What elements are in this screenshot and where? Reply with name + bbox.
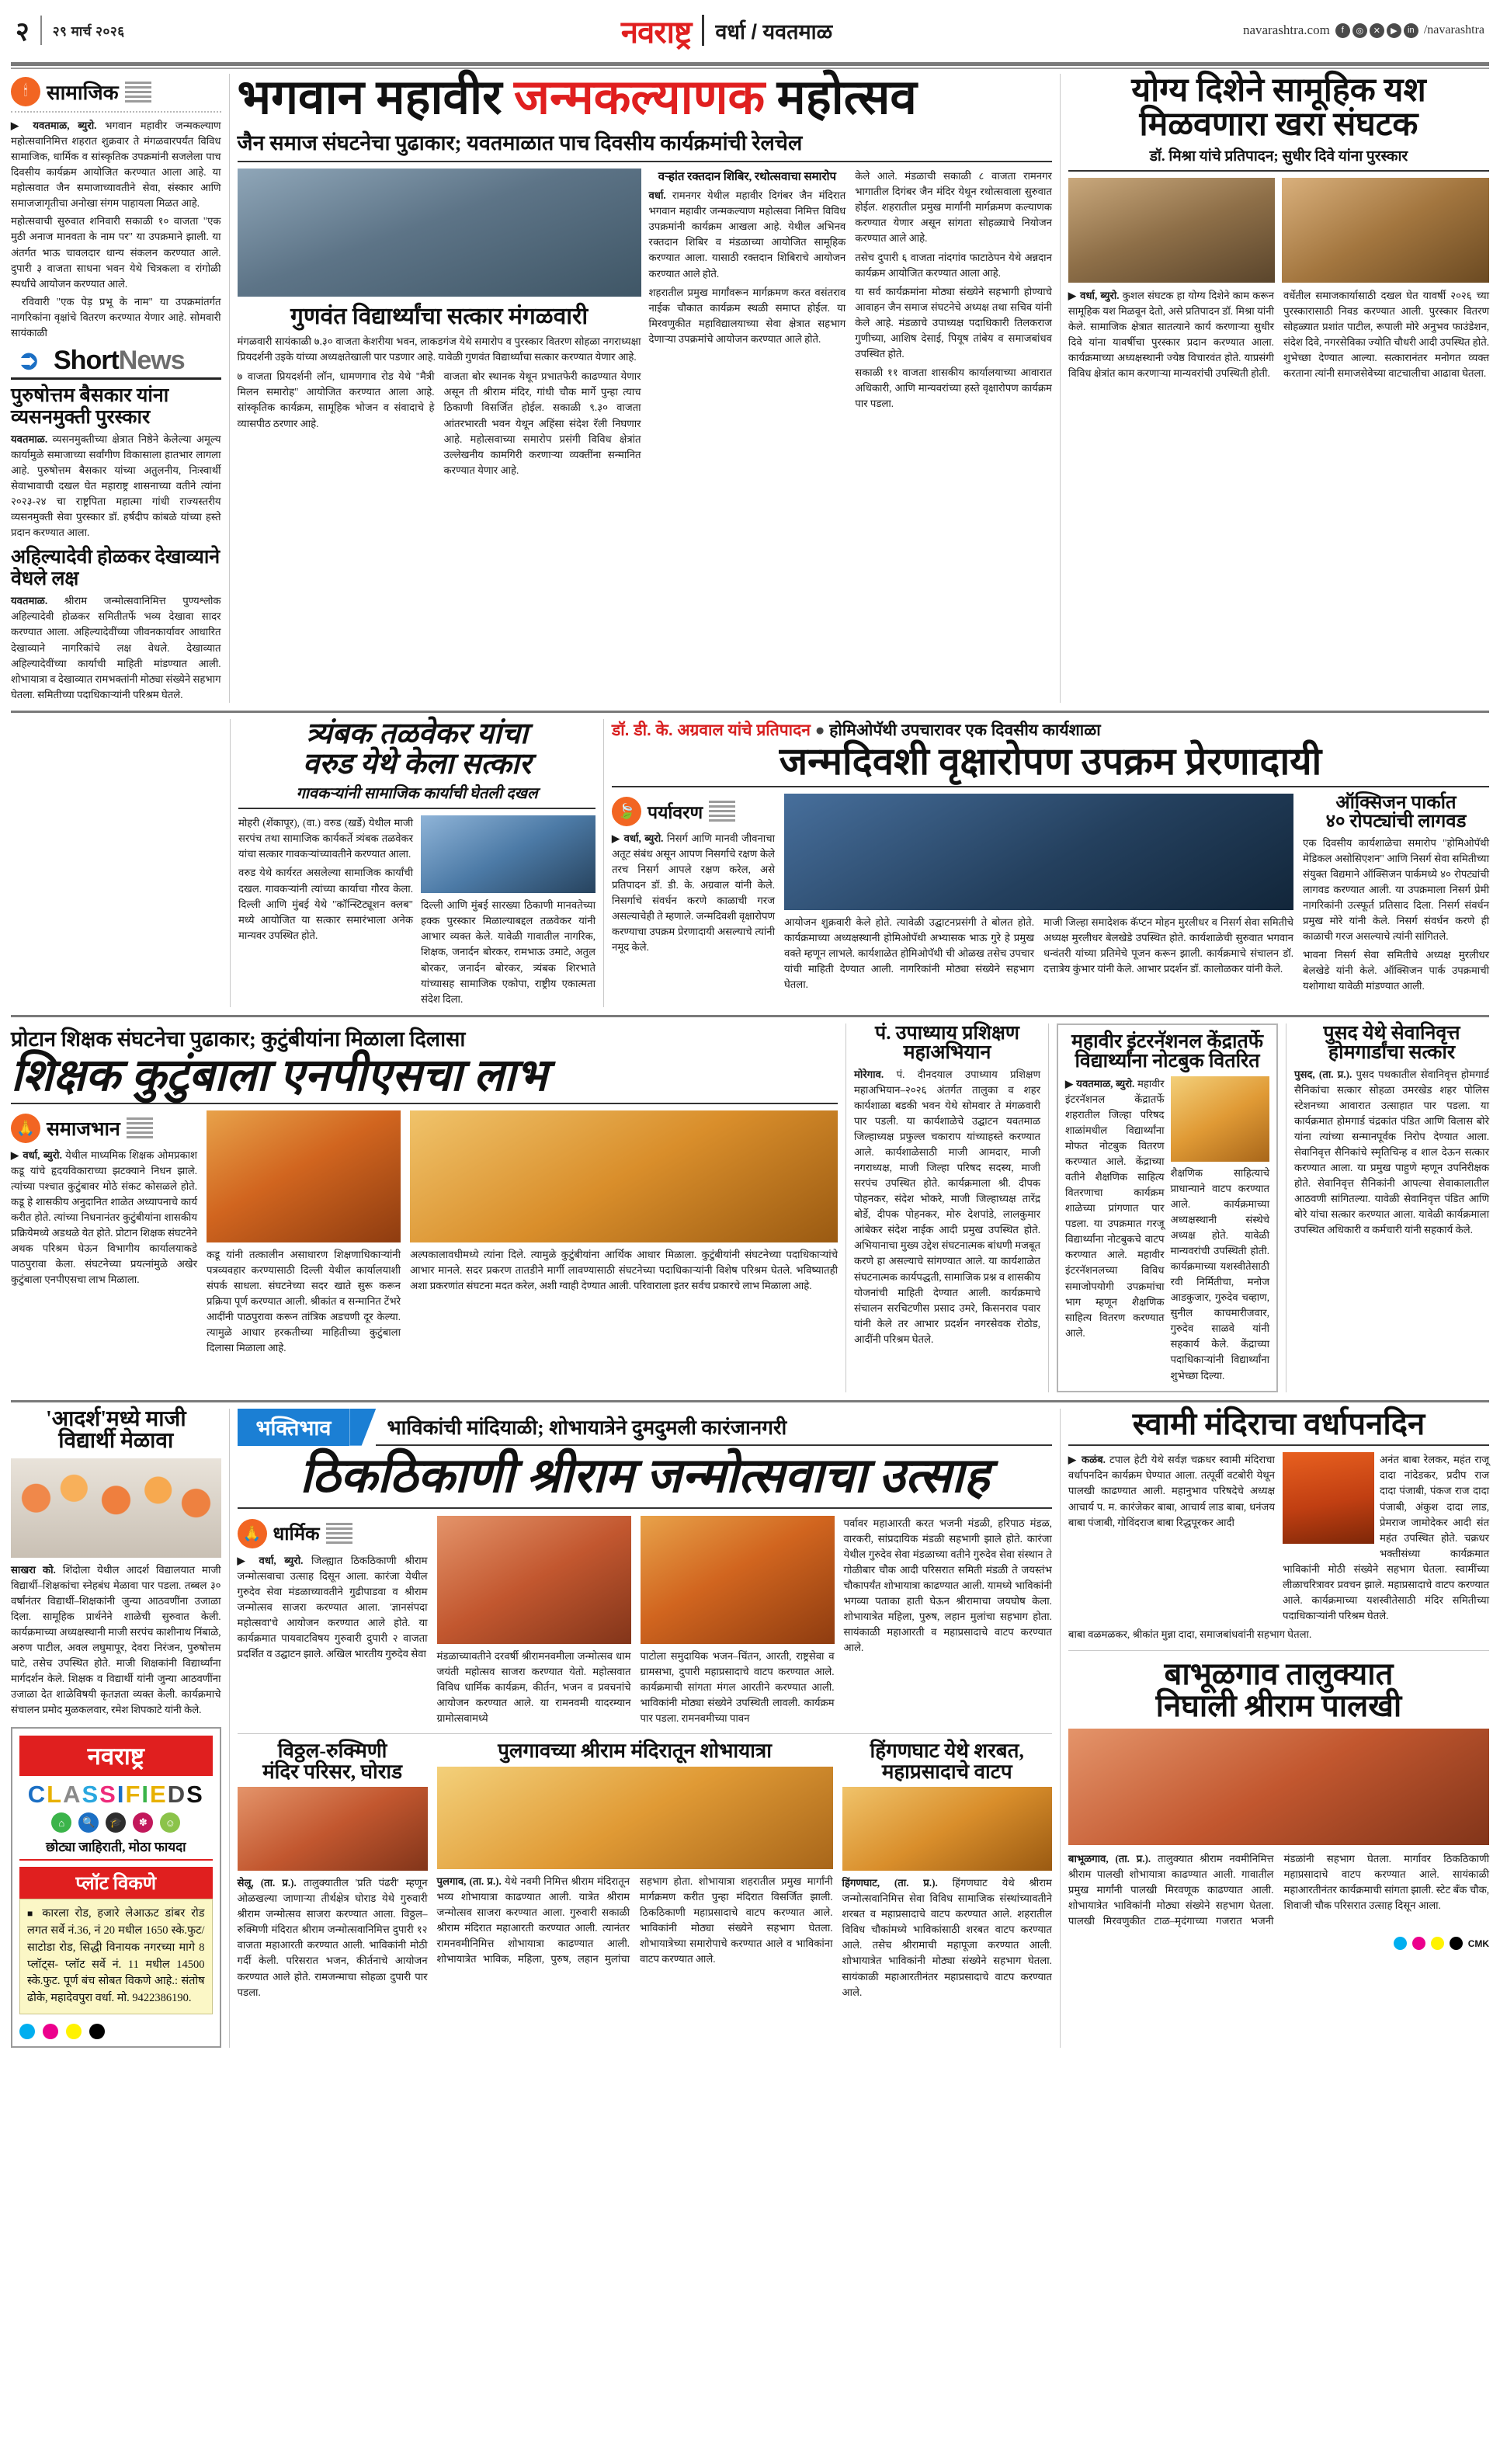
nps-block [11,1023,838,1392]
nps-underline [11,1103,838,1104]
classified-ad [19,1899,213,2014]
swami-underline [1068,1444,1489,1446]
second-section [11,719,1489,1007]
column-separator [1048,1023,1049,1392]
dateline: वर्धा, ब्युरो. [1080,289,1120,301]
homeguard-headline-1: पुसद येथे सेवानिवृत्त [1323,1022,1460,1044]
leaf-icon: 🍃 [612,797,641,826]
home-icon: ⌂ [51,1812,71,1833]
pulgaon-body [437,1874,833,1967]
right-headline-underline [1068,170,1489,172]
cyan-dot [19,2024,35,2039]
social-icons [1335,23,1418,38]
right-lead-body [1068,288,1489,381]
section-tag-social [11,77,221,106]
talwekar-dateline-text: मोहरी (शेंकापूर), (वा.) वरुड (खर्डे) येथील माजी सरपंच तथा सामाजिक कार्यकर्ते त्र्यंबक तळवेकर यांचा सत्कार गावकऱ्यांच्यावतीने करण्यात आला. [238,817,413,860]
short-news-headline: अहिल्यादेवी होळकर देखाव्याने वेधले लक्ष [11,547,220,590]
nps-kicker: प्रोटान शिक्षक संघटनेचा पुढाकार; कुटुंबीयांना मिळाला दिलासा [11,1027,466,1051]
section-tag-samajbhan [11,1114,197,1143]
swami-body-3: बाबा वळमळकर, श्रीकांत मुन्ना दादा, समाजबांधवांनी सहभाग घेतला. [1068,1628,1312,1641]
lead-body-1 [11,118,221,211]
alumni-headline-2: विद्यार्थी मेळावा [58,1429,174,1454]
bd-body-5: या सर्व कार्यक्रमांना मोठ्या संख्येने सहभागी होण्याचे आवाहन जैन समाज संघटनेचे अध्यक्ष तथा सचिव यांनी केले आहे. मंडळाचे उपाध्यक्ष पदाधिकारी तिलकराज गुणीच्या, आशिष देसाई, पियूष तांबेय व समाजबांधव उपस्थित होते. [855,285,1052,360]
column-separator [229,74,230,703]
short-news-headline: पुरुषोत्तम बैसकार यांना व्यसनमुक्ती पुरस्कार [11,384,169,428]
swami-headline: स्वामी मंदिराचा वर्धापनदिन [1132,1406,1425,1441]
dateline: वर्धा, ब्युरो. [623,832,664,844]
publication-date: २९ मार्च २०२६ [52,23,125,39]
kicker-red: डॉ. डी. के. अग्रवाल यांचे प्रतिपादन [612,721,811,739]
env-intro [612,831,775,956]
nps-col-1 [11,1110,197,1356]
bullet-marker: ▶ [612,832,624,844]
vitthal-block [238,1741,428,2000]
mahavir-photo [1171,1076,1270,1162]
logo-separator [702,15,704,46]
hinganghat-photo [842,1787,1052,1871]
ram-hsep [238,1733,1052,1734]
magenta-dot [1412,1937,1425,1950]
swami-row [1068,1452,1489,1624]
honour-two-cols [238,369,641,478]
page-number: २ [16,18,30,47]
upadhyay-headline-2: महाअभियान [903,1042,991,1064]
flower-icon: ✽ [133,1812,153,1833]
edition-name: वर्धा / यवतमाळ [715,19,833,43]
swami-body-1 [1068,1452,1275,1624]
hinganghat-headline-2: महाप्रसादाचे वाटप [881,1760,1012,1783]
mahavir-headline-2: विद्यार्थ्यांना नोटबुक वितरित [1075,1051,1260,1072]
column-separator [230,719,231,1007]
oxygen-headline-2: ४० रोपट्यांची लागवड [1325,811,1467,832]
yellow-dot [66,2024,82,2039]
vitthal-headline-2: मंदिर परिसर, घोराड [262,1760,403,1783]
cyan-dot [1394,1937,1407,1950]
short-news-title [54,346,185,376]
website-url[interactable]: navarashtra.com [1242,23,1330,37]
column-separator [603,719,604,1007]
dateline: मोरेगाव. [854,1068,884,1080]
bd-body-6: सकाळी ११ वाजता शासकीय कार्यालयाच्या आवारात अधिकारी, आणि मान्यवरांच्या हस्ते वृक्षारोपण कार्यक्रम पार पडला. [855,366,1052,410]
classifieds-box [11,1727,221,2048]
right-hsep [1068,1650,1489,1651]
bhaktibhav-ribbon [238,1409,1052,1446]
section-divider-2 [11,1015,1489,1017]
ram-col-2 [437,1516,631,1726]
honour-headline: गुणवंत विद्यार्थ्यांचा सत्कार मंगळवारी [290,304,589,330]
classifieds-logo: नवराष्ट्र [19,1736,213,1776]
talwekar-col-a [238,815,413,1006]
person-icon: ☺ [160,1812,180,1833]
section-label: सामाजिक [47,82,119,104]
ram-col-3 [641,1516,835,1726]
short-news-header [11,346,221,376]
body-text: व्यसनमुक्तीच्या क्षेत्रात निष्ठेने केलेल्या अमूल्य कार्यामुळे समाजाच्या सर्वांगीण विकासाला हातभार लागला आहे. पुरुषोत्तम बैसकार यांच्या अतुलनीय, निःस्वार्थी सेवाभावाची दखल घेत महाराष्ट्र शासनाच्या वतीने त्यांना २०२३-२४ चा राष्ट्रपिता महात्मा गांधी राज्यस्तरीय व्यसनमुक्ती सेवा पुरस्कार डॉ. हर्षदीप कांबळे यांच्या हस्ते प्रदान करण्यात आला. [11,433,221,539]
masthead-left [16,12,295,48]
cls-letter: I [116,1781,126,1809]
cmyk-color-bar [19,2024,213,2039]
honour-body: मंगळवारी सायंकाळी ७.३० वाजता केशरीया भवन, लाकडगंज येथे समारोप व पुरस्कार वितरण सोहळा नगराध्यक्षा प्रियदर्शनी उइके यांच्या अध्यक्षतेखाली पार पडणार आहे. यावेळी गुणवंत विद्यार्थ्यांचा सत्कार करण्यात येणार आहे. [237,335,641,363]
instagram-icon[interactable]: ◎ [1352,23,1367,38]
cls-letter: S [82,1781,100,1809]
mahavir-col-b [1171,1076,1270,1384]
talwekar-row [238,815,595,1006]
column-separator [229,1409,230,2048]
ram-row [238,1516,1052,1726]
bd-col-b [855,169,1052,478]
body-text: येथील माध्यमिक शिक्षक ओमप्रकाश कडू यांचे हृदयविकाराच्या झटक्याने निधन झाले. त्यांच्या पश्चात कुटुंबावर मोठे संकट कोसळले होते. कडू हे शासकीय अनुदानित शाळेत अध्यापनाचे कार्य करीत होते. त्यांच्या निधनानंतर कुटुंबीयांना शासकीय प्रक्रियेमध्ये अडथळे येत होते. प्रोटान शिक्षक संघटनेने अथक परिश्रम घेऊन विभागीय कार्यालयाकडे पाठपुरावा केला. संघटनेच्या प्रयत्नांमुळे अखेर कुटुंबाला एनपीएसचा लाभ मिळाला. [11,1149,198,1286]
fourth-section [11,1406,1490,2048]
body-text: कुशल संघटक हा योग्य दिशेने काम करून सामूहिक यश मिळवून देतो, असे प्रतिपादन डॉ. मिश्रा यांनी केले. सामाजिक क्षेत्रात सातत्याने कार्य करणाऱ्या सुधीर दिवे यांना यावर्षीचा पुरस्कार प्रदान करण्यात आला. कार्यक्रमाच्या अध्यक्षस्थानी ज्येष्ठ विचारवंत होते. याप्रसंगी विविध क्षेत्रांत काम करणाऱ्या मान्यवरांची उपस्थिती होती. [1068,289,1274,380]
lead-subhead: जैन समाज संघटनेचा पुढाकार; यवतमाळात पाच दिवसीय कार्यक्रमांची रेलचेल [237,131,803,155]
mahavir-intl-block [1057,1023,1278,1392]
honour-col-1: ७ वाजता प्रियदर्शनी लॉन, धामणगाव रोड येथे "मैत्री मिलन समारोह" आयोजित करण्यात आला आहे. सांस्कृतिक कार्यक्रम, सामूहिक भोजन व संवादाचे हे व्यासपीठ ठरणार आहे. [237,370,435,429]
nps-row [11,1110,838,1356]
vitthal-headline-1: विठ्ठल-रुक्मिणी [277,1739,387,1763]
ribbon-tag: भक्तिभाव [238,1409,350,1446]
lead-body-3: रविवारी "एक पेड़ प्रभू के नाम" या उपक्रमांतर्गत नागरिकांना वृक्षांचे वितरण करण्यात येणार आहे. सोमवारी सायंकाळी [11,295,221,339]
dateline: पुसद, (ता. प्र.). [1294,1068,1352,1080]
body-text: रामनगर येथील महावीर दिगंबर जैन मंदिरात भगवान महावीर जन्मकल्याण महोत्सवा निमित्त विविध उपक्रमांनी कार्यक्रम आखला आहे. येथील अभिनव रक्तदान शिबिर व मंडळाच्या आयोजित सामूहिक करण्यात आला. यासाठी रक्तदान शिबिराचे आयोजन करण्यात आले होते. [648,189,846,280]
graduation-icon: 🎓 [106,1812,126,1833]
dateline: कळंब. [1081,1454,1106,1466]
ribbon-text: भाविकांची मांदियाळी; शोभायात्रेने दुमदुमली कारंजानगरी [376,1409,1052,1446]
namaste-icon: 🙏 [11,1114,40,1143]
honour-col-2: वाजता बोर स्थानक येथून प्रभातफेरी काढण्यात येणार असून ती श्रीराम मंदिर, गांधी चौक मार्गे पुन्हा त्याच ठिकाणी विसर्जित होईल. सकाळी ९.३० वाजता आंतरभारती भवन येथून अहिंसा संदेश रॅली निघणार आहे. महोत्सवाच्या समारोप प्रसंगी विविध क्षेत्रांत उल्लेखनीय कामगिरी करणाऱ्या व्यक्तींना सन्मानित करण्यात येणार आहे. [443,370,641,476]
cls-letter: S [99,1781,117,1809]
environment-block [612,719,1489,1007]
spacer-left [11,719,222,1007]
upadhyay-block [854,1023,1040,1392]
bullet-marker: ▶ [11,120,33,131]
talwekar-underline [238,808,595,809]
pulgaon-photo [437,1767,833,1869]
talwekar-col-1: वरुड येथे कार्यरत असलेल्या सामाजिक कार्यांची दखल. गावकऱ्यांनी त्यांच्या कार्याचा गौरव केला. दिल्ली आणि मुंबई येथे "कॉन्स्टिट्यूशन क्लब" मध्ये आयोजित या सत्कार समारंभाला अनेक मान्यवर उपस्थित होते. [238,867,413,941]
kicker-rest: होमिओपॅथी उपचारावर एक दिवसीय कार्यशाळा [829,721,1101,739]
masthead-rule-thin [11,68,1489,69]
right-lead-col-2: वर्धेतील समाजकार्यासाठी दखल घेत यावर्षी २०२६ च्या पुरस्कारासाठी निवड करण्यात आली. पुरस्कार वितरण सोहळ्यात प्रशांत पाटील, रूपाली मोरे अनुभव फाउंडेशन, संदेश दिवे, नगरसेविका ज्योति चौधरी आदी उपस्थित होते. शुभेच्छा देण्यात आल्या. सत्कारानंतर मनोगत व्यक्त करताना त्यांनी समाजसेवेच्या वाटचालीचा आढावा घेतला. [1283,289,1490,380]
short-news-body [11,593,221,702]
yellow-dot [1431,1937,1444,1950]
classifieds-icons [19,1812,213,1833]
short-news-item-1 [11,385,221,540]
classifieds-tagline: छोट्या जाहिराती, मोठा फायदा [19,1837,213,1861]
tag-lines-icon [326,1523,352,1544]
palkhi-body [1068,1851,1489,1929]
arrow-circle-icon: ➲ [17,346,40,376]
body-text: येथे नवमी निमित्त श्रीराम मंदिरातून भव्य शोभायात्रा काढण्यात आली. यात्रेत श्रीराम जन्मोत्सव साजरा करण्यात आला. गुरुवारी सकाळी श्रीराम मंदिरात महाआरती करण्यात आली. त्यानंतर रामनवमीनिमित्त शोभायात्रा काढण्यात आली. शोभायात्रेत भाविक, महिला, पुरुष, लहान मुलांचा सहभाग होता. शोभायात्रा शहरातील प्रमुख मार्गांनी मार्गक्रमण करीत पुन्हा मंदिरात विसर्जित झाली. ठिकठिकाणी महाप्रसादाचे वाटप करण्यात आले. भाविकांनी मोठ्या संख्येने सहभाग घेतला. शोभायात्रेच्या समारोपाचे करण्यात आले व भाविकांना वाटप करण्यात आले. [436,1875,833,1965]
palkhi-headline-1: बाभूळगाव तालुक्यात [1164,1656,1394,1692]
twitter-x-icon[interactable]: ✕ [1370,23,1384,38]
dateline: यवतमाळ, ब्युरो. [33,120,97,131]
env-col-1 [612,794,775,995]
short-news-body [11,432,221,540]
nps-col-3 [410,1110,838,1356]
ram-body-1 [238,1553,428,1662]
vitthal-body [238,1875,428,2000]
right-lead-headline-2: मिळवणारा खरा संघटक [1139,106,1418,143]
short-news-word-1: Short [54,345,119,375]
palkhi-text-cols [1068,1851,1489,1929]
ram-festival-block [238,1409,1052,2048]
oxygen-body-2: भावना निसर्ग सेवा समितीचे अध्यक्ष मुरलीधर बेलखेडे यांनी केले. ऑक्सिजन पार्क उपक्रमाची यशोगाथा यावेळी मांडण्यात आली. [1303,949,1489,992]
search-icon: 🔍 [78,1812,99,1833]
body-text: श्रीराम जन्मोत्सवानिमित्त पुण्यश्लोक अहिल्यादेवी होळकर समितीतर्फे भव्य देखावा सादर करण्यात आला. अहिल्यादेवींच्या जीवनकार्यावर आधारित देखाव्याने नागरिकांचे लक्ष वेधले. देखाव्यात अहिल्यादेवींच्या कार्याची माहिती मांडण्यात आली. शोभायात्रा व देखाव्यात रामभक्तांनी मोठ्या संख्येने सहभाग घेतला. समितीच्या पदाधिकाऱ्यांनी परिश्रम घेतले. [11,595,221,700]
headline-part-1: भगवान महावीर [237,71,502,124]
ram-photo-2 [641,1516,835,1644]
swami-body-2: अनंत बाबा रेलकर, महंत राजू दादा नांदेडकर, प्रदीप राज दादा पंजाबी, पंकज राज दादा पंजाबी, अंकुश दादा लाड, प्रेमराज जामोदेकर आदी संत महंत उपस्थित होते. चक्रधर भक्तीसंध्या कार्यक्रमात भाविकांनी मोठी संख्येने सहभाग घेतला. स्वामींच्या लीळाचरित्रावर प्रवचन झाले. महाप्रसादाचे वाटप करण्यात आले. कार्यक्रमाच्या यशस्वीतेसाठी मंदिर समितीच्या पदाधिकाऱ्यांनी परिश्रम घेतले. [1282,1454,1490,1621]
facebook-icon[interactable]: f [1335,23,1350,38]
right-photos [1068,178,1489,283]
nps-body-3: अल्पकालावधीमध्ये त्यांना दिले. त्यामुळे कुटुंबीयांना आर्थिक आधार मिळाला. कुटुंबीयांनी संघटनेच्या पदाधिकाऱ्यांचे आभार मानले. सदर प्रकरण तातडीने मार्गी लावण्यासाठी संघटनेच्या पदाधिकाऱ्यांनी विशेष परिश्रम घेतले. भविष्यातही अशा प्रकरणांत संघटना मदत करेल, अशी ग्वाही देण्यात आली. परिवाराला इतर सर्वच प्रकारचे लाभ मिळाला आहे. [410,1248,838,1291]
env-col-body-3: माजी जिल्हा समादेशक कॅप्टन मोहन मुरलीधर व निसर्ग सेवा समितीचे अध्यक्ष मुरलीधर बेलखेडे उपस्थित होते. कार्यशाळेची सुरुवात भगवान धन्वंतरी यांच्या प्रतिमेचे पूजन करून झाली. कार्यक्रमाचे संचालन डॉ. दत्तात्रेय कुंभार यांनी केले. आभार प्रदर्शन डॉ. कालोळकर यांनी केले. [1043,916,1293,975]
section-divider-1 [11,711,1489,713]
body-text: पं. दीनदयाल उपाध्याय प्रशिक्षण महाअभियान–२०२६ अंतर्गत तालुका व शहर कार्यशाळा बडकी भवन येथे सोमवार ते मंगळवारी पार पडली. या कार्यशाळेचे उद्घाटन यवतमाळ जिल्हाध्यक्ष प्रफुल्ल चकाराप यांच्याहस्ते करण्यात आले. कार्यशाळेसाठी माजी आमदार, माजी नगराध्यक्ष, माजी जिल्हा परिषद सदस्य, माजी सरपंच उपस्थित होते. कार्यक्रमाला श्री. दीपक पोहनकर, संदेश भोकरे, माजी जिल्हाध्यक्ष तारेंद्र बोर्डे, दीपक पोहनकर, मोरु देशपांडे, लालकुमार आंबेकर संदेश नाईक आदी प्रमुख उपस्थित होते. अभियानाचा मुख्य उद्देश संघटनात्मक बांधणी मजबूत करणे हा असल्याचे सांगण्यात आले. या कार्यशाळेत संघटनात्मक कार्यपद्धती, सामाजिक प्रश्न व शासकीय योजनांची माहिती देण्यात आली. कार्यक्रमाचे संचालन सरचिटणीस प्रसाद उमरे, किसनराव पवार यांनी केले तर आभार प्रदर्शन नगरसेवक रोठोड, आदींनी परिश्रम घेतले. [854,1068,1040,1345]
nps-headline: शिक्षक कुटुंबाला एनपीएसचा लाभ [11,1049,547,1100]
linkedin-icon[interactable]: in [1404,23,1418,38]
ram-col-1 [238,1516,428,1726]
section-label: धार्मिक [273,1524,320,1545]
talwekar-headline-2: वरुड येथे केला सत्कार [302,747,532,780]
bullet-marker: ▶ [11,1149,23,1161]
short-news-item-2 [11,547,221,702]
nps-col-2 [207,1110,401,1356]
alumni-body [11,1562,221,1719]
environment-kicker: डॉ. डी. के. अग्रवाल यांचे प्रतिपादन ● होमिओपॅथी उपचारावर एक दिवसीय कार्यशाळा [612,721,1101,739]
tag-lines-icon [709,801,735,822]
right-lead-col-1 [1068,288,1274,381]
body-text: शिंदोला येथील आदर्श विद्यालयात माजी विद्यार्थी–शिक्षकांचा स्नेहबंध मेळावा पार पडला. तब्बल ३० वर्षांनंतर विद्यार्थी–शिक्षकांनी जुन्या आठवणींना उजाळा दिला. सामूहिक प्रार्थनेने शाळेची सुरुवात केली. कार्यक्रमाच्या अध्यक्षस्थानी माजी सरपंच काशीनाथ निंबाळे, अरुण पाटील, अवल लघुमापूर, देवरा निरंजन, पुरुषोत्तम घाटे, तसेच उपस्थित होते. माजी शिक्षकांनी विद्यार्थ्यांना मार्गदर्शन केले. शिक्षक व विद्यार्थी यांनी जुन्या आठवणींना उजाळा देत शाळेविषयी कृतज्ञता व्यक्त केली. कार्यक्रमाचे संचालन प्रमोद मुळकलवार, रमेश शिपकाटे यांनी केले. [11,1563,221,1716]
cls-letter: E [150,1781,168,1809]
homeguard-block [1294,1023,1489,1392]
bd-body-4: तसेच दुपारी ६ वाजता नांदगांव फाटाठेपन येथे अन्नदान कार्यक्रम आयोजित करण्यात आला आहे. [855,251,1052,279]
talwekar-photo [421,815,595,893]
ram-body-2: मंडळाच्यावतीने दरवर्षी श्रीरामनवमीला जन्मोत्सव धाम जयंती महोत्सव साजरा करण्यात येतो. महोत्सवात विविध धार्मिक कार्यक्रम, कीर्तन, भजन व प्रवचनांचे आयोजन करण्यात आले. या रामनवमी यादरम्यान ग्रामोत्सवामध्ये [436,1649,631,1725]
body-text: निसर्ग आणि मानवी जीवनाचा अतूट संबंध असून आपण निसर्गाचे रक्षण केले तरच निसर्ग आपले रक्षण करेल, असे प्रतिपादन डॉ. डी. के. अग्रवाल यांनी केले. निसर्गाचे संवर्धन करणे काळाची गरज असल्याचेही ते म्हणाले. जन्मदिवशी वृक्षारोपण करण्याचा उपक्रम प्रेरणादायी असल्याचे त्यांनी नमूद केले. [612,832,776,954]
headline-part-3: महोत्सव [776,71,917,124]
column-separator [845,1023,846,1392]
dateline: यवतमाळ. [11,595,48,607]
newspaper-logo: नवराष्ट्र [620,14,692,50]
masthead-right [1158,23,1484,38]
nps-photo-right [410,1110,838,1242]
hinganghat-block [842,1741,1052,2000]
section-divider-3 [11,1400,1489,1402]
body-text: टपाल हेटी येथे सर्वज्ञ चक्रधर स्वामी मंदिराचा वर्धापनदिन कार्यक्रम घेण्यात आला. तत्पूर्वी वटबोरी येथून पालखी काढण्यात आली. महानुभाव परिषदेचे अध्यक्ष आचार्य प. म. कारंजेकर बाबा, आचार्य लाड बाबा, धनंजय बाबा पंजाबी, गोविंदराज बाबा रिद्धपूरकर आदी [1068,1454,1275,1528]
ram-underline [238,1507,1052,1509]
social-handle: /navarashtra [1423,23,1484,36]
dateline: वर्धा, ब्युरो. [23,1149,62,1161]
short-news-word-2: News [118,345,185,375]
upadhyay-headline-1: पं. उपाध्याय प्रशिक्षण [875,1022,1019,1044]
dateline: यवतमाळ. [11,433,48,445]
alumni-block [11,1406,221,2048]
bd-col-a [649,169,846,478]
body-text: जिल्ह्यात ठिकठिकाणी श्रीराम जन्मोत्सवाचा उत्साह दिसून आला. कारंजा येथील गुरुदेव सेवा मंडळाच्यावतीने गुढीपाडवा व श्रीराम जन्मोत्सव साजरा करण्यात आला. 'ज्ञानसंपदा महोत्सवा'चे आयोजन करण्यात आले होते. या कार्यक्रमात पायवाटविषय गुरुवारी दुपारी २ वाजता प्रदर्शित व उद्घाटन झाले. अखिल भारतीय गुरुदेव सेवा [237,1554,428,1660]
magenta-dot [43,2024,58,2039]
talwekar-block [238,719,595,1007]
mahavir-body-1 [1065,1076,1165,1384]
dateline: वर्धा, ब्युरो. [259,1554,304,1566]
headline-underline [238,161,1052,162]
ram-substories [238,1741,1052,2000]
ram-body-3: पाटोला समुदायिक भजन–चिंतन, आरती, राष्ट्रसेवा व ग्रामसभा, दुपारी महाप्रसादाचे वाटप करण्यात आले. कार्यक्रमाची सांगता मंगल आरतीने करण्यात आली. भाविकांनी मोठ्या संख्येने उपस्थिती लावली. कार्यक्रम पार पडला. रामनवमीच्या पावन [640,1649,835,1725]
section-tag-environment [612,797,775,826]
oxygen-headline-1: ऑक्सिजन पार्कात [1335,792,1457,813]
mahavir-row [1065,1076,1269,1384]
environment-headline: जन्मदिवशी वृक्षारोपण उपक्रम प्रेरणादायी [779,739,1322,783]
classifieds-word [19,1781,213,1809]
left-column [11,74,221,703]
lead-body-2: महोत्सवाची सुरुवात शनिवारी सकाळी १० वाजता "एक मुठी अनाज मानवता के नाम पर" या उपक्रमाने झाली. या अंतर्गत भाऊ चावलदार धान्य संकलन करण्यात आले. दुपारी ३ वाजता साधना भवन येथे चित्रकला व रांगोळी स्पर्धांचे आयोजन करण्यात आले. [11,215,221,290]
palkhi-headline-2: निघाली श्रीराम पालखी [1155,1687,1402,1723]
bd-body-2: शहरातील प्रमुख मार्गांवरून मार्गक्रमण करत वसंतराव नाईक चौकात कार्यक्रम स्थळी समाप्त होईल. या मिरवणुकीत महाविद्यालयाच्या सेवा क्षेत्रात सहभाग देणाऱ्या उपक्रमांचे आयोजन करण्यात आले होते. [648,286,846,345]
right-lead-subhead: डॉ. मिश्रा यांचे प्रतिपादन; सुधीर दिवे यांना पुरस्कार [1149,148,1408,165]
middle-column [237,71,1052,703]
nps-photo-left [207,1110,401,1242]
cls-letter: I [141,1781,151,1809]
bd-subhead: वऱ्हांत रक्तदान शिबिर, रथोत्सवाचा समारोप [658,171,836,184]
bullet-marker: ▶ [1065,1077,1077,1090]
environment-photo [784,794,1293,910]
cls-letter: F [125,1781,142,1809]
cmyk-label: CMK [1467,1937,1490,1949]
blood-donation-block [649,169,1052,478]
cls-letter: S [186,1781,204,1809]
black-dot [1450,1937,1463,1950]
body-text: तालुक्यातील 'प्रति पंढरी' म्हणून ओळखल्या जाणाऱ्या तीर्थक्षेत्र घोराड येथे गुरुवारी श्रीराम जन्मोत्सव साजरा करण्यात आला. विठ्ठल–रुक्मिणी मंदिरात श्रीराम जन्मोत्सवानिमित्त दुपारी १२ वाजता महाआरती करण्यात आली. भाविकांनी मोठी गर्दी केली. परिसरात भजन, कीर्तनाचे आयोजन करण्यात आले होते. रामजन्माचा सोहळा दुपारी पार पडला. [237,1877,428,1998]
alumni-photo [11,1458,221,1558]
body-text: तालुक्यात श्रीराम नवमीनिमित्त श्रीराम पालखी शोभायात्रा काढण्यात आली. गावातील प्रमुख मार्गांनी पालखी मिरवणूक काढण्यात आली. शोभायात्रेत भाविकांनी मोठ्या संख्येने सहभाग घेतला. पालखी मिरवणुकीत टाळ–मृदंगाच्या गजरात भजनी मंडळांनी सहभाग घेतला. मार्गावर ठिकठिकाणी महाप्रसादाचे वाटप करण्यात आले. सायंकाळी महाआरतीनंतर कार्यक्रमाची सांगता झाली. स्टेट बँक चौक, शिवाजी चौक परिसरात उत्साह दिसून आला. [1068,1852,1490,1927]
bullet-marker: ▶ [237,1554,259,1566]
right-photo-2 [1282,178,1489,283]
body-text: पुसद पथकातील सेवानिवृत्त होमगार्ड सैनिकांचा सत्कार सोहळा उमरखेड शहर पोलिस स्टेशनच्या आवारात उत्साहात पार पडला. या कार्यक्रमात होमगार्ड चंद्रकांत पंडित आणि विलास बोरे यांना त्यांच्या सन्मानपूर्वक निरोप देण्यात आला. सेवानिवृत्त सैनिकांचे स्मृतिचिन्ह व शाल देऊन सत्कार करण्यात आला. या प्रमुख पाहुणे म्हणून उपनिरीक्षक होते. सेवानिवृत्त सैनिकांनी आपल्या सेवाकालातील आठवणी सांगितल्या. यावेळी सेवानिवृत्त पंडित आणि बोरे यांचा सत्कार करण्यात आला. यावेळी कार्यक्रमाला उपस्थित अधिकारी व कर्मचारी यांनी सहकार्य केले. [1294,1068,1489,1236]
masthead-rule-thick [11,62,1489,66]
right-photo-1 [1068,178,1276,283]
dateline: वर्धा. [648,189,666,202]
section-label: पर्यावरण [648,802,703,822]
cls-letter: A [63,1781,82,1809]
dateline: पुलगाव, (ता. प्र.). [436,1875,502,1887]
homeguard-headline-2: होमगार्डांचा सत्कार [1328,1042,1456,1064]
pulgaon-block [437,1741,833,2000]
talwekar-headline-1: त्र्यंबक तळवेकर यांचा [306,717,528,750]
alumni-headline-1: 'आदर्श'मध्ये माजी [45,1406,186,1431]
classified-ad-text: कारला रोड, हजारे लेआऊट डांबर रोड लगत सर्वे नं.36, नं 20 मधील 1650 स्के.फुट/ साटोडा रोड, सिद्धी विनायक नगरच्या मागे 8 प्लॉट्स- प्लॉट सर्वे नं. 11 मधील 14500 स्के.फुट. पूर्ण बंच सोबत विकणे आहे.: संतोष ढोके, महादेवपुरा वर्धा. मो. 9422386190. [27,1907,205,2005]
upadhyay-body [854,1067,1040,1347]
vitthal-photo [238,1787,428,1871]
hinganghat-headline-1: हिंगणघाट येथे शरबत, [870,1739,1024,1763]
bullet-marker: ▶ [1068,1454,1082,1466]
ram-body-4: पर्वावर महाआरती करत भजनी मंडळी, हरिपाठ मंडळ, वारकरी, सांप्रदायिक मंडळी सहभागी झाले होते. कारंजा येथील गुरुदेव सेवा मंडळाच्या वतीने गुरुदेव सेवा संस्थान ते गोळीबार चौक आदी परिसरात समिती मंडळी ते जयस्तंभ चौकापर्यंत शोभायात्रा काढण्यात आली. यामध्ये भाविकांनी भगव्या पताका हाती घेऊन श्रीरामाचा जयघोष केला. शोभायात्रेत महिला, पुरुष, लहान मुलांचा सहभाग होता. सायंकाळी महाआरती व महाप्रसादाचे वाटप करण्यात आले. [843,1517,1052,1654]
lead-photo [238,169,641,297]
talwekar-col-b [421,815,595,1006]
swami-col-b [1283,1452,1489,1624]
nps-body-2: कडू यांनी तत्कालीन असाधारण शिक्षणाधिकाऱ्यांनी पत्रव्यवहार करण्यासाठी दिल्ली येथील कार्यालयाशी संपर्क साधला. संघटनेच्या सदर खाते सुरू करून प्रक्रिया पूर्ण करण्यात आली. श्रीकांत व सन्मानित टेंभरे आदींनी पाठपुरावा करून तांत्रिक अडचणी दूर केल्या. त्यामुळे आधार हरकतीच्या माहितीच्या कुटुंबाला दिलासा मिळाला आहे. [207,1248,401,1354]
bottom-color-bar [1068,1937,1489,1950]
right-lead-headline-1: योग्य दिशेने सामूहिक यश [1131,72,1426,109]
env-col-2 [784,794,1293,995]
mahavir-headline-1: महावीर इंटरनॅशनल केंद्रातर्फे [1071,1030,1264,1052]
photo-and-text-row [238,169,1052,478]
section-label: समाजभान [47,1118,120,1140]
column-separator [1060,1409,1061,2048]
right-column [1068,74,1489,703]
env-text-cols [784,915,1293,992]
cls-letter: C [27,1781,47,1809]
short-news-rule [11,377,221,380]
youtube-icon[interactable]: ▶ [1387,23,1401,38]
ram-col-4 [844,1516,1052,1726]
bd-body-3: केले आले. मंडळाची सकाळी ८ वाजता रामनगर भागातील दिगंबर जैन मंदिर येथून रथोत्सवाला सुरुवात होईल. शहरातील प्रमुख मार्गांनी मार्गक्रमण कल्याणक करण्यात येणार असून सांगता सोहळ्याचे नियोजन करण्यात आले आहे. [855,170,1052,245]
environment-row [612,794,1489,995]
classifieds-category: प्लॉट विकणे [19,1867,213,1899]
column-separator [1060,74,1061,703]
bullet-marker: ▶ [1068,289,1081,301]
top-section [11,71,1490,703]
swami-portrait-photo [1283,1452,1374,1544]
lamp-icon: 🕯 [11,77,40,106]
lead-body-text: भगवान महावीर जन्मकल्याण महोत्सवानिमित्त शहरात शुक्रवार ते मंगळवारपर्यंत विविध सामाजिक, धार्मिक व सांस्कृतिक उपक्रमांनी सजलेला पाच दिवसीय कार्यक्रम आयोजित करण्यात आला आहे. या महोत्सवात जैन समाजाच्यावतीने सेवा, संस्कार आणि समाजजागृतीचा अनोखा संगम पाहायला मिळत आहे. [11,120,221,210]
cls-letter: L [47,1781,64,1809]
cls-letter: D [167,1781,187,1809]
body-text: महावीर इंटरनॅशनल केंद्रातर्फे शहरातील जिल्हा परिषद शाळांमधील विद्यार्थ्यांना मोफत नोटबुक वितरण करण्यात आले. केंद्राच्या वतीने शैक्षणिक साहित्य वितरणाचा कार्यक्रम शाळेच्या प्रांगणात पार पडला. या उपक्रमात गरजू विद्यार्थ्यांना नोटबुकचे वाटप करण्यात आले. महावीर इंटरनॅशनलच्या विविध समाजोपयोगी उपक्रमांचा भाग म्हणून शैक्षणिक साहित्य वितरण करण्यात आले. [1065,1077,1165,1339]
ram-photo-1 [437,1516,631,1644]
env-col-3 [1303,794,1489,995]
ribbon-slant-icon [349,1409,376,1446]
namaste-icon: 🙏 [238,1519,267,1548]
env-col-body-2: आयोजन शुक्रवारी केले होते. त्यावेळी उद्घाटनप्रसंगी ते बोलत होते. कार्यक्रमाच्या अध्यक्षस्थानी होमिओपॅथी अभ्यासक भाऊ गुरे हे प्रमुख वक्ते म्हणून लाभले. कार्यशाळेत होमिओपॅथी ची ओळख तसेच उपचार यांची माहिती देण्यात आली. नागरिकांनी मोठ्या संख्येने सहभाग घेतला. [784,916,1034,990]
lead-headline [237,71,1052,124]
section-tag-dharmik [238,1519,428,1548]
third-section [11,1023,1489,1392]
nps-body-1 [11,1148,197,1288]
hinganghat-body [842,1875,1052,2000]
right-bottom-column [1068,1406,1490,2048]
dateline: बाभूळगाव, (ता. प्र.). [1068,1852,1151,1865]
masthead-center [295,9,1158,52]
bd-body-1 [649,188,846,281]
body-text: हिंगणघाट येथे श्रीराम जन्मोत्सवानिमित्त सेवा विविध सामाजिक संस्थांच्यावतीने शरबत व महाप्रसादाचे वाटप करण्यात आले. शहरातील विविध चौकांमध्ये भाविकांसाठी शरबत वाटप करण्यात आले. तसेच श्रीरामाची महापूजा करण्यात आली. शोभायात्रेत भाविकांनी मोठ्या संख्येने सहभाग घेतला. सायंकाळी महाआरतीनंतर महाप्रसादाचे वाटप करण्यात आले. [842,1877,1052,1998]
masthead-divider [40,16,42,45]
headline-part-highlight: जन्मकल्याणक [513,71,766,124]
talwekar-col-2: दिल्ली आणि मुंबई सारख्या ठिकाणी मानवतेच्या हक्क पुरस्कार मिळाल्याबद्दल तळवेकर यांनी आभार व्यक्त केले. यावेळी गावातील नागरिक, शिक्षक, जनार्दन बोरकर, रामभाऊ उमाटे, अतुल बोरकर, जनार्दन बोरकर, त्र्यंबक शिरभाते यांच्यासह सामाजिक एकोपा, राष्ट्रीय एकात्मता संदेश दिला. [421,899,595,1005]
homeguard-body [1294,1067,1489,1239]
talwekar-subhead: गावकऱ्यांनी सामाजिक कार्याची घेतली दखल [296,785,538,803]
mahavir-body-2: शैक्षणिक साहित्याचे प्राधान्याने वाटप करण्यात आले. कार्यक्रमाच्या अध्यक्षस्थानी संस्थेचे अध्यक्ष होते. यावेळी मान्यवरांची उपस्थिती होती. कार्यक्रमाच्या यशस्वीतेसाठी रवी निर्मितीचा, मनोज आडकुजार, गुरुदेव चव्हाण, सुनील काचमारीजवार, गुरुदेव साळवे यांनी सहकार्य केले. केंद्राच्या पदाधिकाऱ्यांनी विद्यार्थ्यांना शुभेच्छा दिल्या. [1170,1166,1269,1381]
tag-lines-icon [127,1117,153,1138]
environment-underline [612,786,1489,787]
lead-photo-block [238,169,641,478]
pulgaon-headline: पुलगावच्या श्रीराम मंदिरातून शोभायात्रा [498,1739,773,1763]
dot-rule [11,111,221,113]
pulgaon-text-cols [437,1874,833,1967]
square-bullet-icon: ■ [27,1908,36,1920]
black-dot [89,2024,105,2039]
masthead [11,0,1489,61]
tag-lines-icon [125,82,151,103]
dateline: सेलू, (ता. प्र.). [237,1877,297,1889]
oxygen-body: एक दिवसीय कार्यशाळेचा समारोप "होमिओपॅथी मेडिकल असोसिएशन" आणि निसर्ग सेवा समितीच्या संयुक्त विद्यमाने ऑक्सिजन पार्कमध्ये ४० रोपट्यांची लागवड करण्यात आली. या उपक्रमाला निसर्ग प्रेमी नागरिकांनी उत्स्फूर्त प्रतिसाद दिला. निसर्ग संवर्धन प्रमुख मोरे यांनी केले. निसर्ग संवर्धन करणे ही काळाची गरज असल्याचे त्यांनी सांगितले. [1303,836,1489,943]
palkhi-photo [1068,1729,1489,1845]
dateline: यवतमाळ, ब्युरो. [1076,1077,1135,1090]
dateline: हिंगणघाट, (ता. प्र.). [842,1877,938,1889]
ram-headline: ठिकठिकाणी श्रीराम जन्मोत्सवाचा उत्साह [300,1449,990,1503]
dateline: साखरा को. [11,1563,56,1576]
